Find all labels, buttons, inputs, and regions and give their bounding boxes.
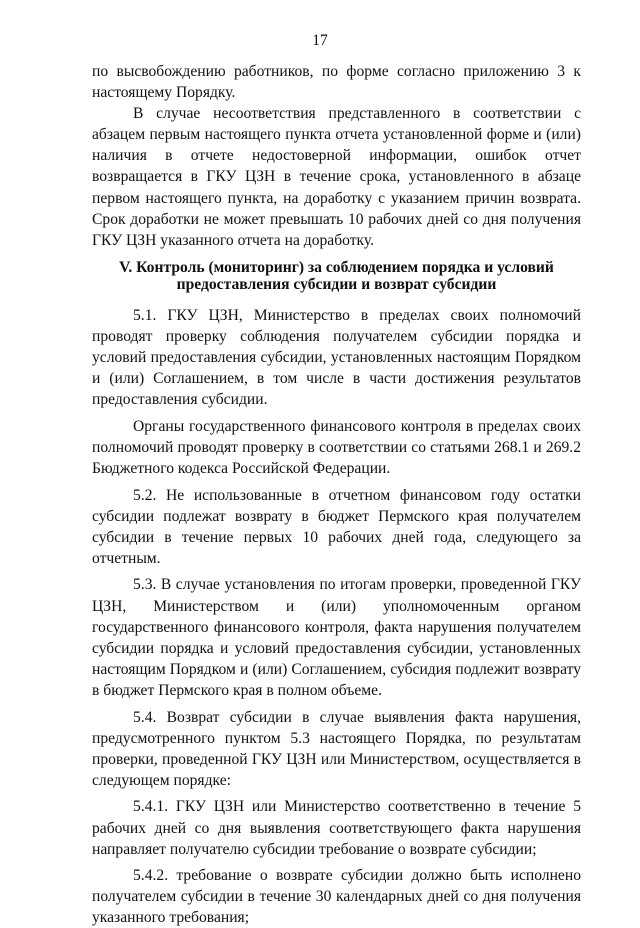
paragraph-5-4-2: 5.4.2. требование о возврате субсидии должно быть исполнено получателем субсидии в течение 30 календарных дней со дня получения указанного требования; bbox=[92, 867, 581, 927]
paragraph-5-2: 5.2. Не использованные в отчетном финансовом году остатки субсидии подлежат возврату в бюджет Пермского края получателем субсидии в течение первых 10 рабочих дней года, следующего за отчетным. bbox=[92, 486, 581, 567]
document-body bbox=[92, 61, 581, 928]
paragraph-financial-control: Органы государственного финансового контроля в пределах своих полномочий проводят проверку в соответствии со статьями 268.1 и 269.2 Бюджетного кодекса Российской Федерации. bbox=[92, 417, 581, 477]
paragraph-5-1: 5.1. ГКУ ЦЗН, Министерство в пределах своих полномочий проводят проверку соблюдения получателем субсидии порядка и условий предоставления субсидии, установленных настоящим Порядком и (или) Соглашением, в том числе в части достижения результатов предоставления субсидии. bbox=[92, 306, 581, 409]
paragraph-5-4-1: 5.4.1. ГКУ ЦЗН или Министерство соответственно в течение 5 рабочих дней со дня выявления соответствующего факта нарушения направляет получателю субсидии требование о возврате субсидии; bbox=[92, 798, 581, 858]
paragraph-continuation: по высвобождению работников, по форме согласно приложению 3 к настоящему Порядку. bbox=[92, 63, 581, 102]
section-heading: V. Контроль (мониторинг) за соблюдением порядка и условий предоставления субсидии и возврат субсидии bbox=[119, 258, 554, 293]
paragraph-5-3: 5.3. В случае установления по итогам проверки, проведенной ГКУ ЦЗН, Министерством и (или) уполномоченным органом государственного финансового контроля, факта нарушения получателем субсидии порядка и условий предоставления субсидии, установленных настоящим Порядком и (или) Соглашением, субсидия подлежит возврату в бюджет Пермского края в полном объеме. bbox=[92, 576, 581, 699]
page-number: 17 bbox=[312, 32, 328, 49]
paragraph-report-mismatch: В случае несоответствия представленного в соответствии с абзацем первым настоящего пункта отчета установленной форме и (или) наличия в отчете недостоверной информации, ошибок отчет возвращается в ГКУ ЦЗН в течение срока, установленного в абзаце первом настоящего пункта, на доработку с указанием причин возврата. Срок доработки не может превышать 10 рабочих дней со дня получения ГКУ ЦЗН указанного отчета на доработку. bbox=[92, 105, 581, 249]
paragraph-5-4: 5.4. Возврат субсидии в случае выявления факта нарушения, предусмотренного пунктом 5.3 настоящего Порядка, по результатам проверки, проведенной ГКУ ЦЗН или Министерством, осуществляется в следующем порядке: bbox=[92, 708, 581, 789]
